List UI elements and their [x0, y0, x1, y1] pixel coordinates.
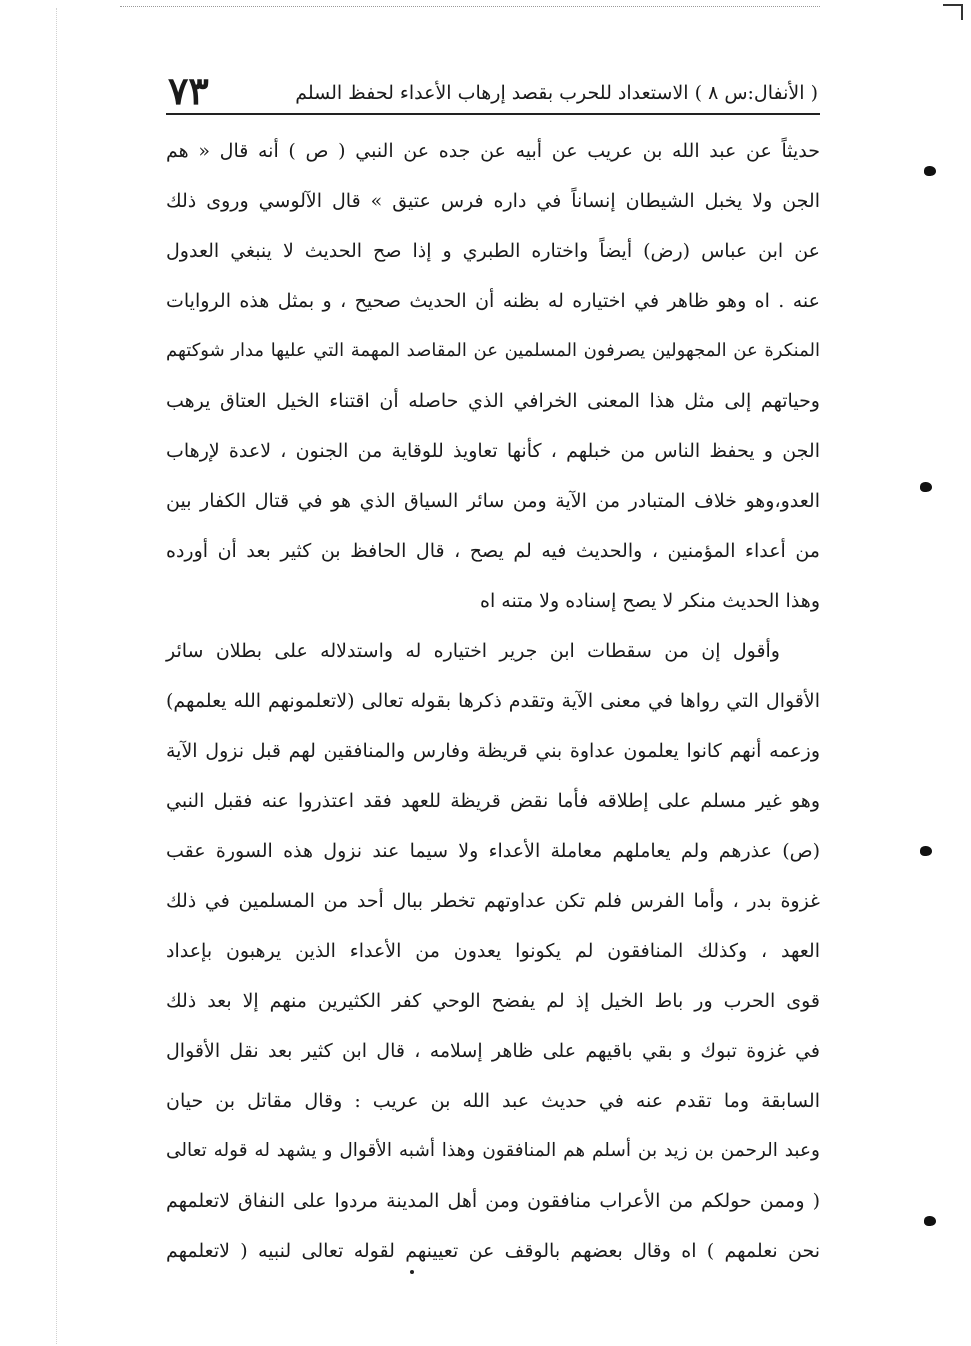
text-line: الجن و يحفظ الناس من خبلهم ، كأنها تعاويذ للوقاية من الجنون ، لاعدة لإرهاب — [166, 440, 820, 462]
page-header — [168, 66, 818, 113]
text-line: من أعداء المؤمنين ، والحديث فيه لم يصح ، قال الحافظ بن كثير بعد أن أورده — [166, 540, 820, 562]
text-line: (ص) عذرهم ولم يعاملهم معاملة الأعداء ولا سيما عند نزول هذه السورة عقب — [166, 840, 820, 862]
binding-hole-mark — [920, 846, 932, 856]
text-line: في غزوة تبوك و بقي باقيهم على ظاهر إسلامه ، قال ابن كثير بعد نقل الأقوال — [166, 1040, 820, 1062]
binding-hole-mark — [924, 166, 936, 176]
text-line: العهد ، وكذلك المنافقون لم يكونوا يعدون من الأعداء الذين يرهبون بإعداد — [166, 940, 820, 962]
scan-margin-line — [56, 8, 57, 1344]
text-line: وعبد الرحمن بن زيد بن أسلم هم المنافقون وهذا أشبه الأقوال و يشهد له قوله تعالى — [166, 1140, 820, 1161]
page-number: ٧٣ — [168, 68, 209, 113]
text-line: ( وممن حولكم من الأعراب منافقون ومن أهل المدينة مردوا على النفاق لاتعلمهم — [166, 1190, 820, 1212]
text-line: قوى الحرب ور باط الخيل إذ لم يفضح الوحي كفر الكثيرين منهم إلا بعد ذلك — [166, 990, 820, 1012]
text-line: العدو،وهو خلاف المتبادر من الآية ومن سائر السياق الذي هو في قتال الكفار بين — [166, 490, 820, 512]
text-line: نحن نعلمهم ) اه وقال بعضهم بالوقف عن تعيينهم لقوله تعالى لنبيه ( لاتعلمهم — [166, 1240, 820, 1262]
text-line: عن ابن عباس (رض) أيضاً واختاره الطبري و إذا صح الحديث لا ينبغي العدول — [166, 240, 820, 262]
text-line: وحياتهم إلى مثل هذا المعنى الخرافي الذي حاصله أن اقتناء الخيل العتاق يرهب — [166, 390, 820, 412]
text-line: حديثاً عن عبد الله بن عريب عن أبيه عن جده عن النبي ( ص ) أنه قال « هم — [166, 140, 820, 162]
scan-edge-line — [120, 6, 820, 7]
text-line: وهذا الحديث منكر لا يصح إسناده ولا متنه اه — [480, 590, 820, 612]
text-line: غزوة بدر ، وأما الفرس فلم تكن عداوتهم تخطر ببال أحد من المسلمين في ذلك — [166, 890, 820, 912]
text-line: وزعمه أنهم كانوا يعلمون عداوة بني قريظة وفارس والمنافقين لهم قبل نزول الآية — [166, 740, 820, 762]
ink-speck — [410, 1270, 414, 1274]
running-title: ( الأنفال:س ٨ ) الاستعداد للحرب بقصد إرهاب الأعداء لحفظ السلم — [295, 82, 818, 104]
text-line: السابقة وما تقدم عنه في حديث عبد الله بن عريب : وقال مقاتل بن حيان — [166, 1090, 820, 1112]
text-line: الجن ولا يخبل الشيطان إنساناً في داره فرس عتيق » قال الآلوسي وروى ذلك — [166, 190, 820, 212]
text-line: الأقوال التي رواها في معنى الآية وتقدم ذكرها بقوله تعالى (لاتعلمونهم الله يعلمهم) — [166, 690, 820, 712]
scan-corner-mark — [943, 4, 963, 20]
paragraph-2 — [166, 626, 820, 1276]
text-line: المنكرة عن المجهولين يصرفون المسلمين عن المقاصد المهمة التي عليها مدار شوكتهم — [166, 340, 820, 361]
text-line: وأقول إن من سقطات ابن جرير اختياره له واستدلاله على بطلان سائر — [166, 640, 780, 662]
paragraph-1 — [166, 126, 820, 626]
text-line: وهو غير مسلم على إطلاقه فأما نقض قريظة للعهد فقد اعتذروا عنه فقبل النبي — [166, 790, 820, 812]
text-line: عنه . اه وهو ظاهر في اختياره له بظنه أن الحديث صحيح ، و بمثل هذه الروايات — [166, 290, 820, 312]
header-rule — [166, 113, 820, 115]
binding-hole-mark — [920, 482, 932, 492]
binding-hole-mark — [924, 1216, 936, 1226]
